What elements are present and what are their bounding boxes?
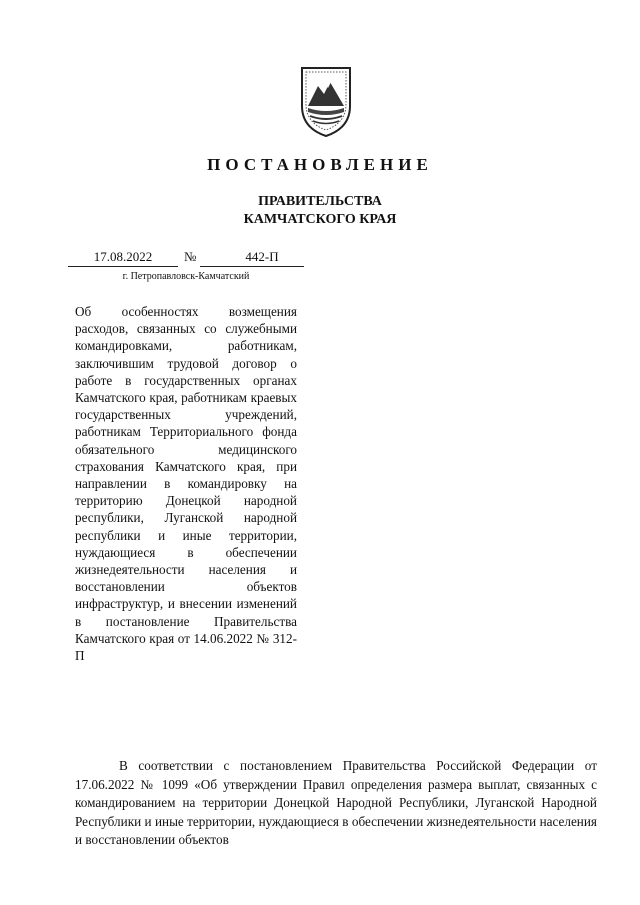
issuer-line-2: КАМЧАТСКОГО КРАЯ xyxy=(243,212,397,227)
number-underline xyxy=(200,266,304,267)
issuer-line-1: ПРАВИТЕЛЬСТВА xyxy=(258,194,382,209)
coat-of-arms-icon xyxy=(300,66,352,138)
document-requisites xyxy=(68,249,304,289)
date-underline xyxy=(68,266,178,267)
document-title: ПОСТАНОВЛЕНИЕ xyxy=(207,155,433,174)
issuer-name xyxy=(0,193,640,229)
document-city: г. Петропавловск-Камчатский xyxy=(122,271,250,282)
document-date: 17.08.2022 xyxy=(93,249,153,264)
number-sign: № xyxy=(184,249,197,264)
body-paragraph: В соответствии с постановлением Правительства Российской Федерации от 17.06.2022 № 1099 «Об утверждении Правил определения размера выплат, связанных с командированием на территории Донецкой Народной Республики, Луганской Народной Республики и иные территории, нуждающиеся в обеспечении жизнедеятельности населения и восстановлении объектов xyxy=(75,758,597,848)
document-number: 442-П xyxy=(245,249,279,264)
document-subject: Об особенностях возмещения расходов, связанных со служебными командировками, работникам, заключившим трудовой договор о работе в государственных органах Камчатского края, работникам краевых государственных учреждений, работникам Территориального фонда обязательного медицинского страхования Камчатского края, при направлении в командировку на территорию Донецкой народной республики, Луганской народной республики и иные территории, нуждающиеся в обеспечении жизнедеятельности населения и восстановлении объектов инфраструктур, и внесении изменений в постановление Правительства Камчатского края от 14.06.2022 № 312-П xyxy=(75,304,297,664)
